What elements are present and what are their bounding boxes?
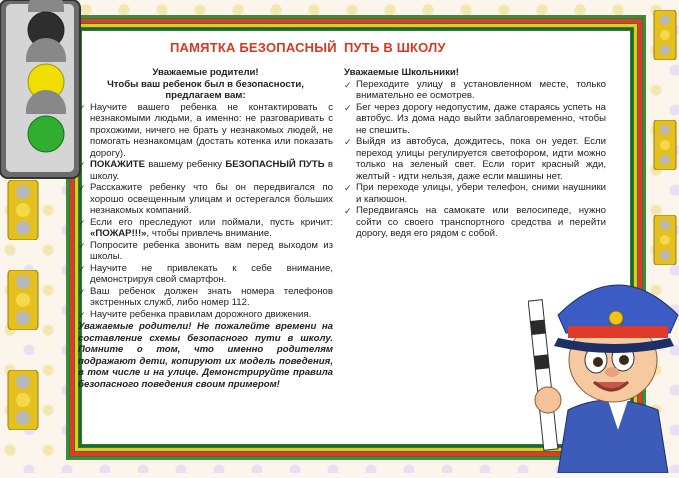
title-left: ПАМЯТКА БЕЗОПАСНЫЙ: [170, 40, 337, 55]
list-item-text: , чтобы привлечь внимание.: [146, 228, 272, 239]
list-item-text: Ваш ребенок должен знать номера телефонов экстренных служб, либо номер 112.: [90, 285, 333, 308]
students-list: [344, 79, 606, 240]
list-item-bold: БЕЗОПАСНЫЙ ПУТЬ: [225, 159, 325, 170]
parents-closing: Уважаемые родители! Не пожалейте времени на составление схемы безопасного пути в школу. Помните о том, что именно родителям подражают дети, копируют их модель поведения, в том числе и на улице. Демонстрируйте правила безопасного поведения своим примером!: [78, 321, 333, 390]
list-item: [344, 182, 606, 205]
list-item-bold: «ПОЖАР!!!»: [90, 228, 147, 239]
list-item-text: Попросите ребенка звонить вам перед выходом из школы.: [90, 239, 333, 262]
title-right: ПУТЬ В ШКОЛУ: [344, 40, 446, 55]
list-item: [78, 240, 333, 263]
list-item: [78, 286, 333, 309]
list-item: [344, 79, 606, 102]
checkmark-icon: ✓: [78, 309, 86, 320]
students-column: [344, 67, 606, 240]
parents-intro-line2: предлагаем вам:: [165, 90, 246, 101]
list-item-text: Бег через дорогу недопустим, даже стараясь успеть на автобус. Из дома надо выйти заблаговременно, чтобы не спешить.: [356, 101, 606, 136]
checkmark-icon: ✓: [78, 160, 86, 170]
checkmark-icon: ✓: [344, 183, 352, 193]
traffic-light-icon: [652, 10, 678, 60]
checkmark-icon: ✓: [344, 206, 352, 216]
parents-greeting: Уважаемые родители!: [152, 67, 259, 78]
list-item: [78, 263, 333, 286]
students-greeting: Уважаемые Школьники!: [344, 67, 459, 78]
list-item: [78, 159, 333, 182]
list-item-text: Переходите улицу в установленном месте, только внимательно ее осмотрев.: [356, 78, 606, 101]
list-item-text: Научите не привлекать к себе внимание, демонстрируя свой смартфон.: [90, 262, 333, 285]
list-item: [344, 136, 606, 182]
list-item-text: в школу.: [90, 159, 334, 182]
checkmark-icon: ✓: [78, 286, 86, 297]
list-item: [78, 182, 333, 217]
checkmark-icon: ✓: [78, 183, 86, 193]
checkmark-icon: ✓: [344, 137, 352, 147]
list-item-bold: ПОКАЖИТЕ: [90, 159, 145, 170]
checkmark-icon: ✓: [78, 217, 86, 228]
policeman-illustration: [528, 260, 679, 473]
traffic-light-icon: [0, 0, 86, 180]
list-item-text: Если его преследуют или поймали, пусть кричит:: [90, 216, 333, 228]
parents-intro-line1: Чтобы ваш ребенок был в безопасности,: [107, 78, 304, 90]
traffic-light-icon: [6, 270, 40, 330]
parents-column: [78, 67, 333, 390]
checkmark-icon: ✓: [344, 79, 352, 90]
list-item-text: Выйдя из автобуса, дождитесь, пока он уедет. Если переход улицы регулируется светофором, идти можно только на зеленый свет. Если горит красный жди, желтый - идти нельзя, даже если машины нет.: [356, 136, 606, 182]
checkmark-icon: ✓: [78, 240, 86, 251]
list-item: [78, 309, 333, 321]
list-item: [344, 205, 606, 240]
parents-list: [78, 102, 333, 321]
list-item-text: вашему ребенку: [144, 159, 226, 170]
list-item-text: Расскажите ребенку что бы он передвигался по хорошо освещенным улицам и остерегался больших незнакомых компаний.: [90, 182, 333, 216]
list-item: [78, 217, 333, 240]
list-item-text: При переходе улицы, убери телефон, сними наушники и капюшон.: [356, 182, 606, 205]
checkmark-icon: ✓: [78, 263, 86, 274]
checkmark-icon: ✓: [78, 102, 86, 113]
list-item: [78, 102, 333, 160]
traffic-light-icon: [6, 180, 40, 240]
list-item: [344, 102, 606, 137]
traffic-light-icon: [652, 215, 678, 265]
traffic-light-icon: [6, 370, 40, 430]
traffic-light-icon: [652, 120, 678, 170]
list-item-text: Научите ребенка правилам дорожного движения.: [90, 308, 312, 320]
checkmark-icon: ✓: [344, 102, 352, 113]
list-item-text: Передвигаясь на самокате или велосипеде, нужно сойти со своего транспортного средства и перейти дорогу, ведя его рядом с собой.: [356, 205, 606, 239]
list-item-text: Научите вашего ребенка не контактировать с незнакомыми людьми, а именно: не разговаривать с прохожими, ничего не брать у незнакомых людей, не помогать незнакомцам (достать котенка или показать дорогу).: [90, 101, 333, 159]
